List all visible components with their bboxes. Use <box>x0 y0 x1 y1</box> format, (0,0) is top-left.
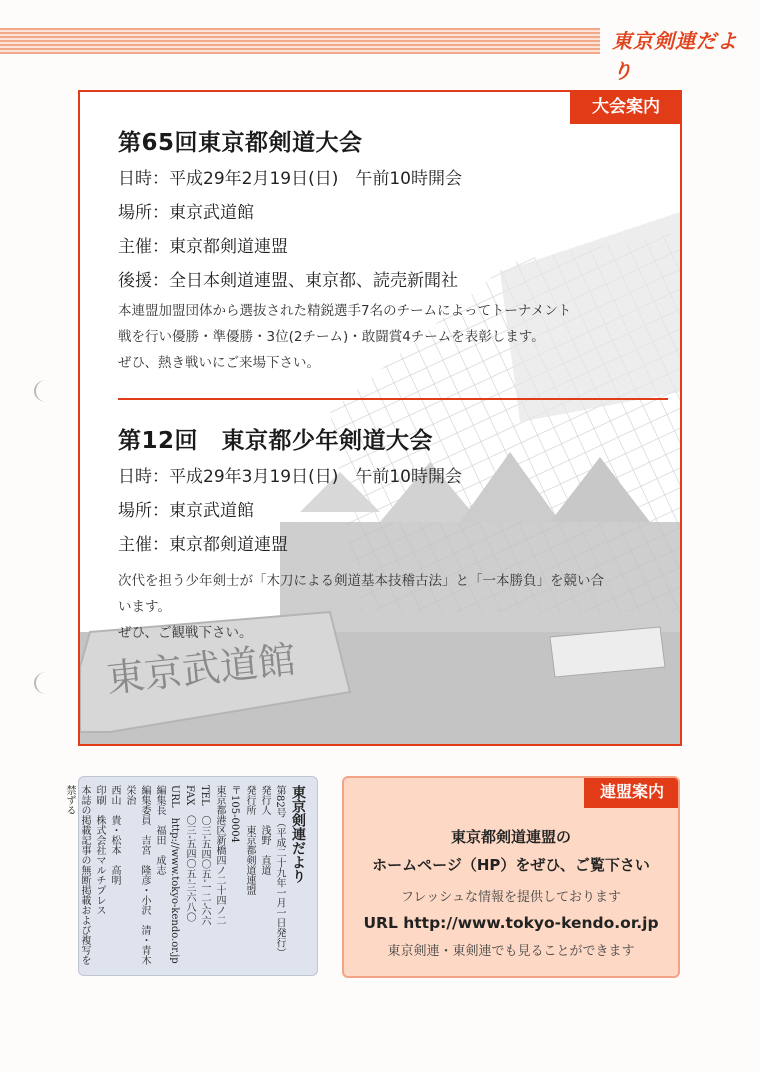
budokan-background-photo <box>80 92 680 744</box>
colophon-line: 東京都港区新橋四ノ二十四ノ二 <box>214 785 225 925</box>
event2-desc-line: 次代を担う少年剣士が「木刀による剣道基本技稽古法」と「一本勝負」を競い合 <box>118 573 604 589</box>
federation-line: 東京都剣道連盟の <box>450 828 571 846</box>
colophon-line: 西山 貴・松本 高明 <box>109 785 120 885</box>
event1-desc-line: 本連盟加盟団体から選抜された精鋭選手7名のチームによってトーナメント <box>118 303 572 319</box>
colophon-line: 発行人 浅野 直道 <box>259 785 270 875</box>
colophon-line: 印刷 株式会社マルチプレス <box>94 785 105 915</box>
federation-note: フレッシュな情報を提供しております <box>400 890 622 905</box>
event2-desc-line: います。 <box>118 599 171 615</box>
event2-desc-line: ぜひ、ご観戦下さい。 <box>118 625 253 641</box>
event2-venue: 場所：東京武道館 <box>118 501 254 521</box>
colophon-title: 東京剣連だより <box>290 785 306 883</box>
colophon-line: 編集委員 吉宮 隆彦・小沢 清・青木 栄治 <box>124 785 150 975</box>
header-title: 東京剣連だより <box>612 29 738 83</box>
event2-description <box>118 568 658 646</box>
event1-title: 第65回東京都剣道大会 <box>118 130 363 156</box>
punch-hole-mark <box>34 672 58 694</box>
federation-info-tag: 連盟案内 <box>584 776 680 808</box>
stone-sign-text: 東京武道館 <box>104 637 298 701</box>
colophon-line: 編集長 福田 成志 <box>154 785 165 875</box>
event2-date: 日時：平成29年3月19日(日) 午前10時開会 <box>118 467 462 487</box>
colophon-text <box>62 785 309 975</box>
event1-desc-line: ぜひ、熱き戦いにご来場下さい。 <box>118 355 320 371</box>
federation-line: ホームページ（HP）をぜひ、ご覧下さい <box>372 856 650 874</box>
colophon-line: FAX 〇三-五四〇五-三六八〇 <box>184 785 195 923</box>
event1-support: 後援：全日本剣道連盟、東京都、読売新聞社 <box>118 271 458 291</box>
section-divider <box>118 398 668 400</box>
colophon-box <box>64 776 318 976</box>
event-announcement-box <box>78 90 682 746</box>
colophon-line: 発行所 東京都剣道連盟 <box>244 785 255 895</box>
event1-organizer: 主催：東京都剣道連盟 <box>118 237 288 257</box>
event1-venue: 場所：東京武道館 <box>118 203 254 223</box>
colophon-line: 〒105-0004 <box>229 785 240 843</box>
event-info-tag: 大会案内 <box>570 90 682 124</box>
federation-note: 東京剣連・東剣連でも見ることができます <box>387 944 635 959</box>
colophon-line: 第82号（平成二十九年一月一日発行） <box>274 785 285 958</box>
punch-hole-mark <box>34 380 58 402</box>
colophon-line: 本誌の掲載記事の無断掲載および複写を禁ずる <box>64 785 90 965</box>
event2-organizer: 主催：東京都剣道連盟 <box>118 535 288 555</box>
colophon-line: TEL 〇三-五四〇五-一二-六六 <box>199 785 210 926</box>
federation-url-link[interactable]: URL http://www.tokyo-kendo.or.jp <box>363 914 659 932</box>
event1-description <box>118 298 658 376</box>
event1-date: 日時：平成29年2月19日(日) 午前10時開会 <box>118 169 462 189</box>
event2-title: 第12回 東京都少年剣道大会 <box>118 428 434 454</box>
event1-desc-line: 戦を行い優勝・準優勝・3位(2チーム)・敢闘賞4チームを表彰します。 <box>118 329 545 345</box>
colophon-line: URL http://www.tokyo-kendo.or.jp <box>169 785 180 964</box>
federation-info-box <box>342 776 680 978</box>
header-stripes <box>0 28 600 54</box>
